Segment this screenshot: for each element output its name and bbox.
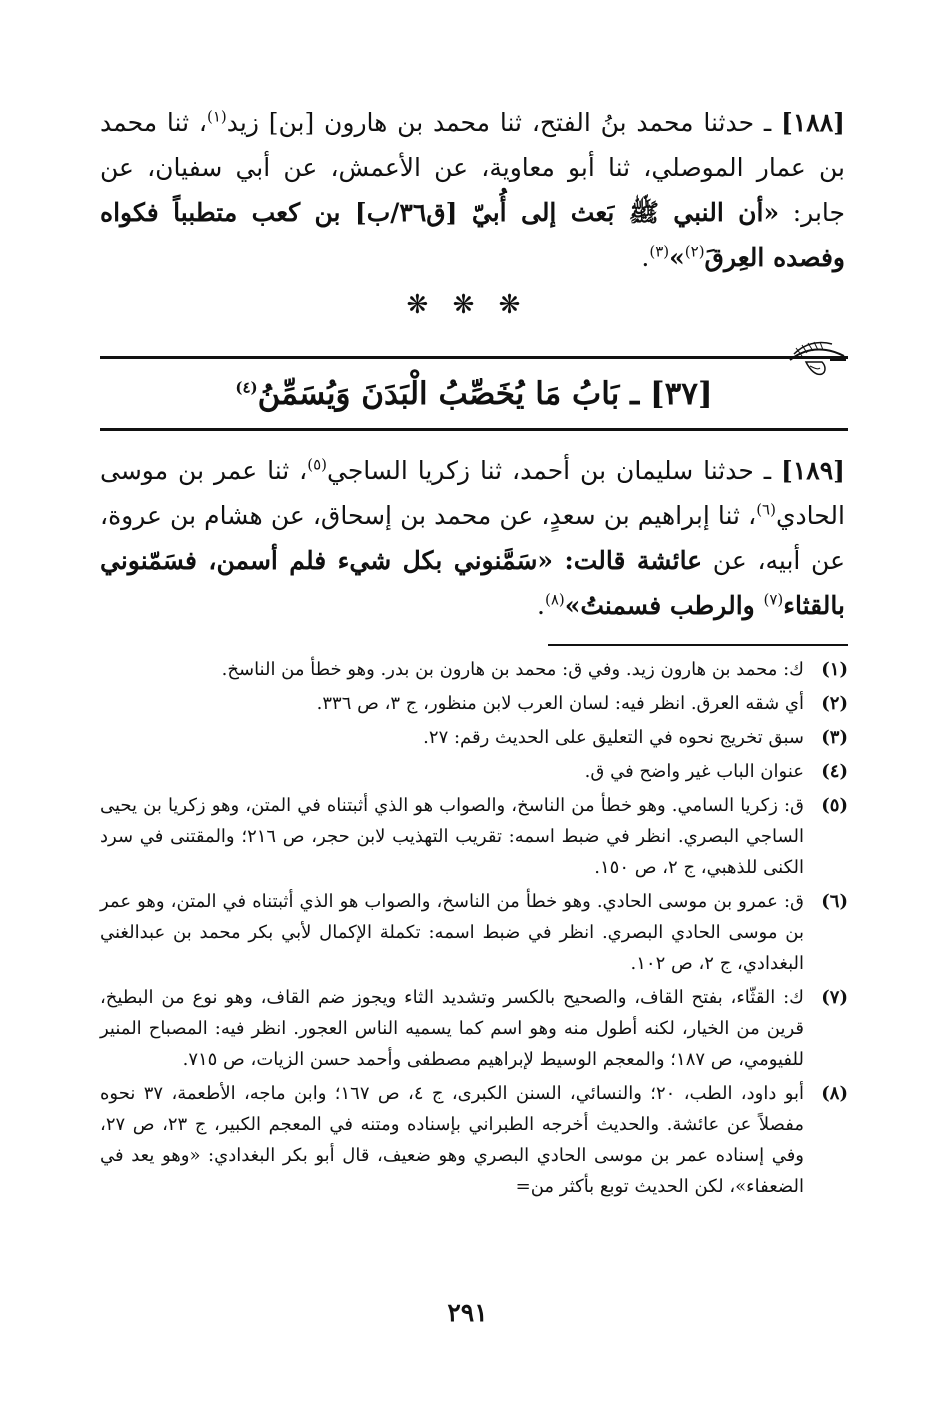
footnote-ref-1: (١) (206, 107, 227, 126)
isnad-text: ، ثنا محمد بن عمار الموصلي، ثنا أبو معاوية، عن الأعمش، عن أبي سفيان، عن جابر: (100, 108, 845, 227)
period: . (641, 243, 650, 272)
footnote (100, 756, 848, 787)
footnote-text: ك: محمد بن هارون زيد. وفي ق: محمد بن هارون بن بدر. وهو خطأ من الناسخ. (221, 659, 804, 680)
footnote-text: ك: القثّاء، بفتح القاف، والصحيح بالكسر وتشديد الثاء ويجوز ضم القاف، وهو نوع من البطيخ، قرين من الخيار، لكنه أطول منه وهو اسم كما يسميه الناس العجور. انظر فيه: المصباح المنير للفيومي، ص ١٨٧؛ والمعجم الوسيط لإبراهيم مصطفى وأحمد حسن الزيات، ص ٧١٥. (100, 987, 804, 1070)
page-number: ٢٩١ (447, 1298, 488, 1327)
footnote-ref-8: (٨) (544, 590, 565, 609)
footnote-number: (٨) (821, 1083, 848, 1104)
footnote-ref-4: (٤) (235, 378, 258, 397)
footnote-text: أبو داود، الطب، ٢٠؛ والنسائي، السنن الكبرى، ج ٤، ص ١٦٧؛ وابن ماجه، الأطعمة، ٣٧ نحوه مفصلاً عن عائشة. والحديث أخرجه الطبراني بإسناده ومتنه في المعجم الكبير، ج ٢٣، ص ٢٧، وفي إسناده عمر بن موسى الحادي البصري وهو ضعيف، قال أبو بكر البغدادي: «وهو يعد في الضعفاء»، لكن الحديث توبع بأكثر من= (100, 1083, 805, 1197)
footnote-number: (١) (821, 659, 848, 680)
period: . (537, 591, 545, 620)
footnote-number: (٣) (821, 727, 848, 748)
footnote (100, 1078, 848, 1202)
footnote-separator (548, 644, 848, 646)
section-separator: ❋ ❋ ❋ (406, 290, 529, 320)
hadith-189 (100, 448, 845, 628)
footnote (100, 722, 848, 753)
isnad-text: ، ثنا عمر بن موسى الحادي (100, 456, 845, 530)
footnote (100, 688, 848, 719)
chapter-rule-bottom (100, 428, 848, 431)
footnote-number: (٢) (821, 693, 848, 714)
footnote-text: ق: عمرو بن موسى الحادي. وهو خطأ من الناسخ، والصواب هو الذي أثبتناه في المتن، وهو عمر بن موسى الحادي البصري. انظر في ضبط اسمه: تكملة الإكمال لأبي بكر محمد بن عبدالغني البغدادي، ج ٢، ص ١٠٢. (100, 891, 804, 974)
hadith-number: [١٨٨] (781, 108, 846, 137)
footnote-text: سبق تخريج نحوه في التعليق على الحديث رقم: ٢٧. (423, 727, 804, 748)
chapter-title (100, 368, 848, 420)
footnote-ref-7: (٧) (763, 590, 784, 609)
footnote-ref-2: (٢) (684, 242, 705, 261)
isnad-text: ـ حدثنا محمد بنُ الفتح، ثنا محمد بن هارون [بن] زيد (226, 108, 782, 137)
footnote-ref-6: (٦) (756, 500, 776, 519)
footnote-text: عنوان الباب غير واضح في ق. (584, 761, 804, 782)
footnote-ref-3: (٣) (649, 242, 670, 261)
quote-close: » (669, 243, 685, 272)
matn-text: «أن النبي ﷺ بَعث إلى أُبيّ [ق٣٦/ب] بن كعب متطبباً فكواه وفصده العِرقَ (100, 198, 845, 272)
footnote-number: (٥) (821, 795, 848, 816)
matn-text: والرطب فسمنتُ» (564, 591, 764, 620)
footnote-number: (٤) (821, 761, 848, 782)
footnote (100, 790, 848, 883)
footnotes (100, 654, 848, 1205)
hadith-number: [١٨٩] (781, 456, 845, 485)
footnote-text: ق: زكريا السامي. وهو خطأ من الناسخ، والصواب هو الذي أثبتناه في المتن، وهو زكريا بن يحيى الساجي البصري. انظر في ضبط اسمه: تقريب التهذيب لابن حجر، ص ٢١٦؛ والمقتنى في سرد الكنى للذهبي، ج ٢، ص ١٥٠. (100, 795, 804, 878)
footnote-text: أي شقه العرق. انظر فيه: لسان العرب لابن منظور، ج ٣، ص ٣٣٦. (316, 693, 804, 714)
footnote (100, 654, 848, 685)
isnad-text: ، ثنا إبراهيم بن سعدٍ، عن محمد بن إسحاق، عن هشام بن عروة، عن أبيه، عن (100, 501, 846, 575)
footnote-number: (٦) (821, 891, 848, 912)
chapter-rule-top (100, 356, 848, 359)
matn-text: «سَمَّنوني بكل شيء فلم أسمن، فسَمّنوني بالقثاء (100, 546, 845, 620)
footnote-number: (٧) (821, 987, 848, 1008)
chapter-title-text: [٣٧] ـ بَابُ مَا يُخَصِّبُ الْبَدَنَ وَيُسَمِّنُ (257, 376, 713, 412)
narrator-text: عائشة قالت: (553, 546, 703, 575)
hadith-188 (100, 100, 845, 280)
isnad-text: ـ حدثنا سليمان بن أحمد، ثنا زكريا الساجي (326, 456, 782, 485)
footnote (100, 886, 848, 979)
footnote (100, 982, 848, 1075)
footnote-ref-5: (٥) (307, 455, 327, 474)
